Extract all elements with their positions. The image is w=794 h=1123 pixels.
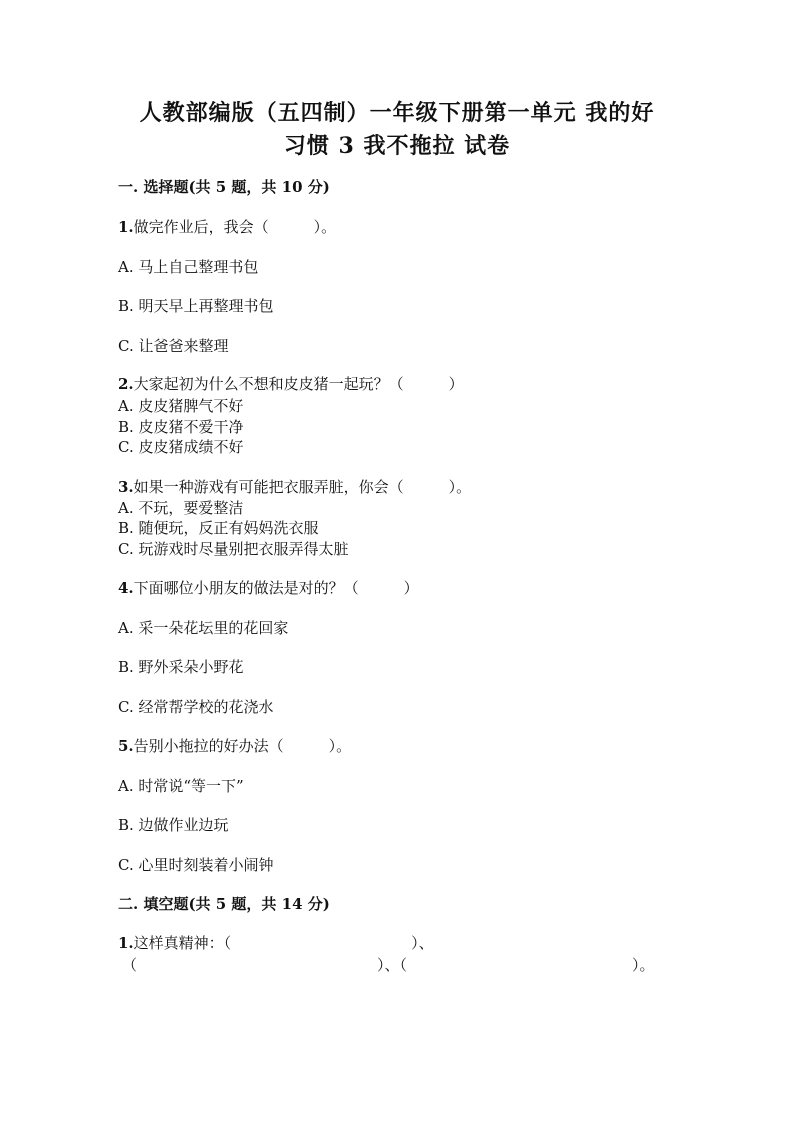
option-c: C. 皮皮猪成绩不好 [118, 438, 244, 456]
question-2 [118, 374, 464, 394]
question-3 [118, 477, 471, 497]
question-number: 1. [118, 934, 134, 952]
question-stem: 如果一种游戏有可能把衣服弄脏，你会（ ）。 [133, 478, 472, 496]
question-stem: 下面哪位小朋友的做法是对的？（ ） [133, 579, 419, 597]
fill-line-1: 这样真精神：（ ）、 [133, 934, 434, 952]
option-b: B. 随便玩，反正有妈妈洗衣服 [118, 519, 319, 537]
fill-question-1 [118, 933, 434, 953]
question-number: 2. [118, 375, 134, 393]
question-number: 4. [118, 579, 134, 597]
question-stem: 告别小拖拉的好办法（ ）。 [133, 737, 352, 755]
question-number: 5. [118, 737, 134, 755]
option-b: B. 野外采朵小野花 [118, 658, 244, 676]
option-b: B. 边做作业边玩 [118, 816, 229, 834]
option-c: C. 心里时刻装着小闹钟 [118, 856, 274, 874]
option-b: B. 明天早上再整理书包 [118, 297, 274, 315]
question-stem: 大家起初为什么不想和皮皮猪一起玩？（ ） [133, 375, 464, 393]
option-a: A. 马上自己整理书包 [118, 258, 259, 276]
question-stem: 做完作业后，我会（ ）。 [133, 218, 337, 236]
option-c: C. 让爸爸来整理 [118, 337, 229, 355]
option-a: A. 时常说“等一下” [118, 777, 244, 795]
option-c: C. 经常帮学校的花浇水 [118, 698, 274, 716]
question-5 [118, 736, 351, 756]
fill-line-2: （ ）、（ ）。 [122, 956, 655, 974]
question-number: 3. [118, 478, 134, 496]
exam-title-line2: 习惯 3 我不拖拉 试卷 [283, 133, 511, 159]
option-a: A. 不玩，要爱整洁 [118, 499, 244, 517]
option-b: B. 皮皮猪不爱干净 [118, 418, 244, 436]
option-c: C. 玩游戏时尽量别把衣服弄得太脏 [118, 540, 349, 558]
question-1 [118, 217, 336, 237]
section-heading-choice: 一. 选择题(共 5 题，共 10 分) [118, 178, 330, 196]
section-heading-fill: 二. 填空题(共 5 题，共 14 分) [118, 895, 330, 913]
option-a: A. 皮皮猪脾气不好 [118, 397, 244, 415]
question-4 [118, 578, 419, 598]
option-a: A. 采一朵花坛里的花回家 [118, 619, 289, 637]
question-number: 1. [118, 218, 134, 236]
exam-title-line1: 人教部编版（五四制）一年级下册第一单元 我的好 [139, 100, 655, 126]
